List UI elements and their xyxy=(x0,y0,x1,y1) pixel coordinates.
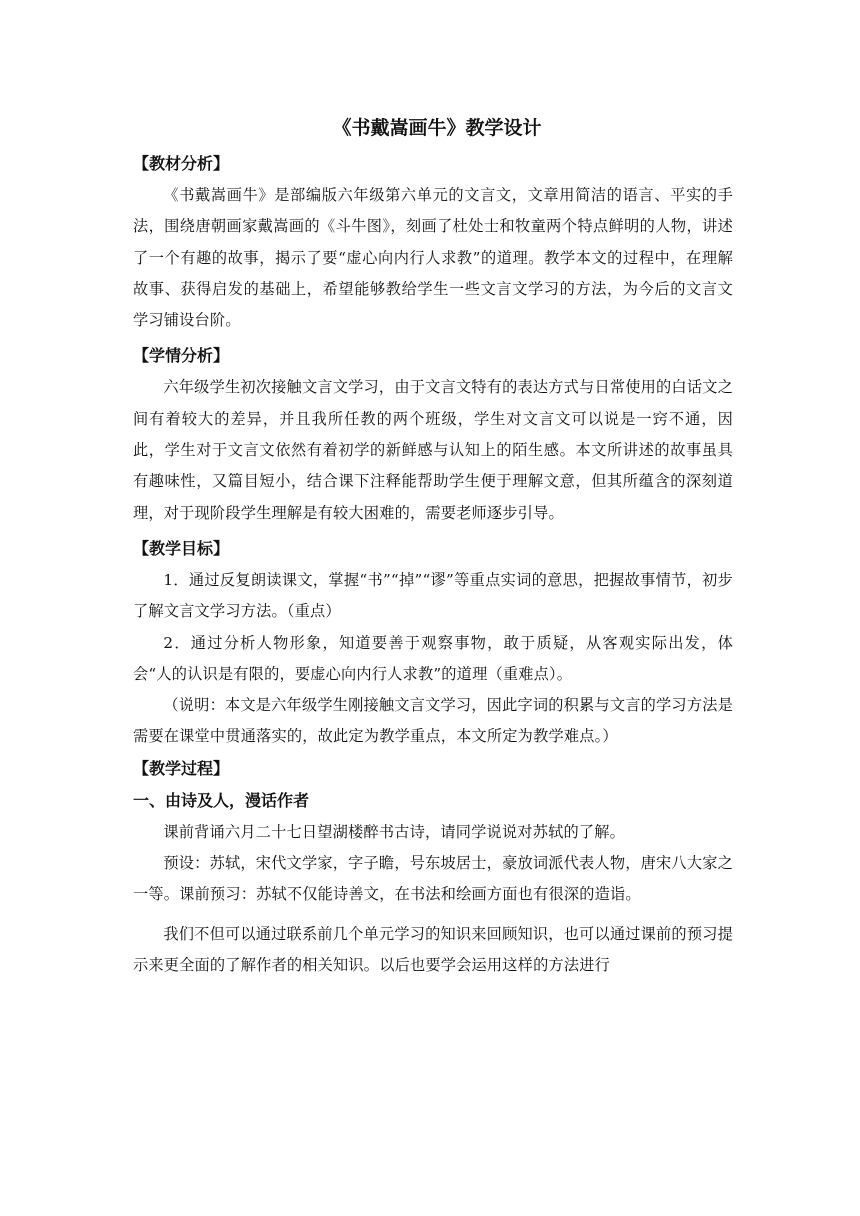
teaching-goals-note: （说明：本文是六年级学生刚接触文言文学习，因此字词的积累与文言的学习方法是需要在课堂中贯通落实的，故此定为教学重点，本文所定为教学难点。） xyxy=(133,696,733,746)
teaching-goal-1: 1．通过反复朗读课文，掌握“书”“掉”“谬”等重点实词的意思，把握故事情节，初步了解文言文学习方法。（重点） xyxy=(133,570,733,621)
document-title: 《书戴嵩画牛》教学设计 xyxy=(332,117,542,139)
heading-textbook-analysis: 【教材分析】 xyxy=(133,154,230,173)
heading-student-analysis: 【学情分析】 xyxy=(133,346,230,366)
textbook-analysis-paragraph: 《书戴嵩画牛》是部编版六年级第六单元的文言文，文章用简洁的语言、平实的手法，围绕唐朝画家戴嵩画的《斗牛图》，刻画了杜处士和牧童两个特点鲜明的人物，讲述了一个有趣的故事，揭示了要“虚心向内行人求教”的道理。教学本文的过程中，在理解故事、获得启发的基础上，希望能够教给学生一些文言文学习的方法，为今后的文言文学习铺设台阶。 xyxy=(133,186,733,330)
process-paragraph-3: 我们不但可以通过联系前几个单元学习的知识来回顾知识，也可以通过课前的预习提示来更全面的了解作者的相关知识。以后也要学会运用这样的方法进行 xyxy=(133,924,733,974)
process-paragraph-2: 预设：苏轼，宋代文学家，字子瞻，号东坡居士，豪放词派代表人物，唐宋八大家之一等。课前预习：苏轼不仅能诗善文，在书法和绘画方面也有很深的造诣。 xyxy=(133,854,733,904)
heading-teaching-process: 【教学过程】 xyxy=(133,758,230,778)
document-page xyxy=(133,108,733,981)
step1-heading: 一、由诗及人，漫话作者 xyxy=(133,790,310,810)
heading-teaching-goals: 【教学目标】 xyxy=(133,538,230,558)
student-analysis-paragraph: 六年级学生初次接触文言文学习，由于文言文特有的表达方式与日常使用的白话文之间有着较大的差异，并且我所任教的两个班级，学生对文言文可以说是一窍不通，因此，学生对于文言文依然有着初学的新鲜感与认知上的陌生感。本文所讲述的故事虽具有趣味性，又篇目短小，结合课下注释能帮助学生便于理解文意，但其所蕴含的深刻道理，对于现阶段学生理解是有较大困难的，需要老师逐步引导。 xyxy=(133,378,733,522)
process-paragraph-1: 课前背诵六月二十七日望湖楼醉书古诗，请同学说说对苏轼的了解。 xyxy=(163,822,626,841)
teaching-goal-2: 2．通过分析人物形象，知道要善于观察事物，敢于质疑，从客观实际出发，体会“人的认识是有限的，要虚心向内行人求教”的道理（重难点）。 xyxy=(133,633,733,683)
